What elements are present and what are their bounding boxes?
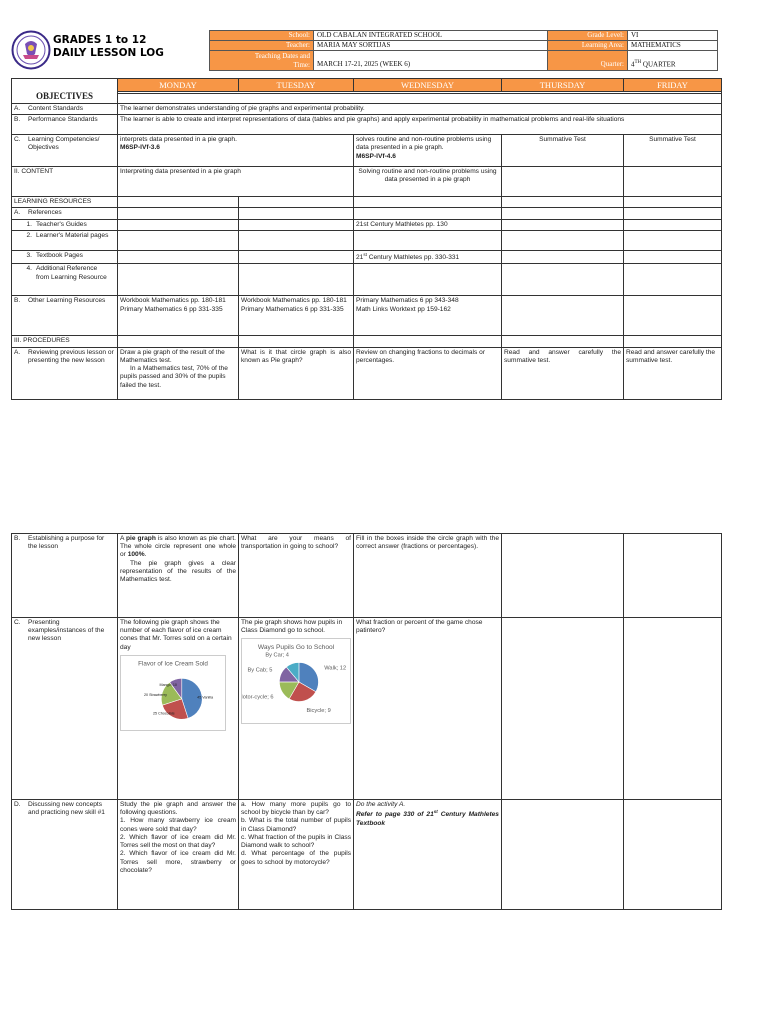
disc-mon-q1: 1. How many strawberry ice cream cones were sold that day? <box>120 817 236 833</box>
dll-table-page1 <box>11 78 722 400</box>
cell <box>118 219 239 230</box>
quarter-label: Quarter: <box>548 51 628 71</box>
row-review <box>12 347 722 399</box>
cell <box>624 296 722 336</box>
cell <box>118 250 239 263</box>
label-presenting <box>12 618 118 800</box>
row-competencies <box>12 135 722 167</box>
other-monday <box>118 296 239 336</box>
cell <box>502 296 624 336</box>
tx: Textbook Pages <box>36 251 83 259</box>
presenting-monday <box>118 618 239 800</box>
other-tuesday <box>239 296 354 336</box>
cell <box>118 230 239 250</box>
quarter-word: QUARTER <box>641 60 676 69</box>
review-thursday: Read and answer carefully the summative test. <box>502 347 624 399</box>
cell <box>239 336 354 347</box>
pie-label-chocolate: 25 Chocolate <box>152 711 175 716</box>
tx: Content Standards <box>28 105 83 112</box>
day-thursday: THURSDAY <box>502 79 624 92</box>
cell <box>502 336 624 347</box>
cell <box>239 219 354 230</box>
dates-label <box>210 51 314 71</box>
disc-wed-2 <box>356 809 499 828</box>
row-performance-standards <box>12 115 722 135</box>
purpose-wednesday: Fill in the boxes inside the circle graph with the correct answer (fractions or percentages). <box>354 534 502 618</box>
cell <box>239 264 354 296</box>
cell <box>239 197 354 208</box>
ix: B. <box>14 535 21 542</box>
content-thursday <box>502 167 624 197</box>
header-title <box>53 34 164 60</box>
content-standards-text: The learner demonstrates understanding of pie graphs and experimental probability. <box>118 104 722 115</box>
pie-label-walk: Walk; 12 <box>324 665 347 672</box>
row-presenting <box>12 618 722 800</box>
ix: 1. <box>26 220 32 228</box>
label-competencies <box>12 135 118 167</box>
pie-label-motorcycle: Motor-cycle; 6 <box>241 695 274 702</box>
cell <box>502 534 624 618</box>
dll-table-page2 <box>11 533 722 910</box>
ix: 4. <box>26 265 32 273</box>
label-learners-material <box>12 230 118 250</box>
other-tue-1: Workbook Mathematics pp. 180-181 <box>241 297 347 305</box>
content-friday <box>624 167 722 197</box>
day-monday: MONDAY <box>118 79 239 92</box>
label-procedures: III. PROCEDURES <box>12 336 118 347</box>
other-wednesday <box>354 296 502 336</box>
cell <box>354 264 502 296</box>
content-wednesday: Solving routine and non-routine problems using data presented in a pie graph <box>354 167 502 197</box>
tg-wednesday: 21st Century Mathletes pp. 130 <box>354 219 502 230</box>
review-monday <box>118 347 239 399</box>
row-learning-resources <box>12 197 722 208</box>
other-mon-1: Workbook Mathematics pp. 180-181 <box>120 297 226 305</box>
label-learning-resources: LEARNING RESOURCES <box>12 197 118 208</box>
grade-value: VI <box>628 31 718 41</box>
cell <box>624 534 722 618</box>
row-content <box>12 167 722 197</box>
content-monday: Interpreting data presented in a pie graph <box>118 167 354 197</box>
ix: 2. <box>26 231 32 239</box>
purpose-monday <box>118 534 239 618</box>
teacher-value: MARIA MAY SORTIJAS <box>314 41 548 51</box>
day-wednesday: WEDNESDAY <box>354 79 502 92</box>
disc-wed-1: Do the activity A. <box>356 801 406 808</box>
dw-sup: st <box>433 809 438 815</box>
label-references <box>12 208 118 219</box>
competency-friday: Summative Test <box>624 135 722 167</box>
school-label: School: <box>210 31 314 41</box>
cell <box>354 208 502 219</box>
cell <box>239 208 354 219</box>
ix: B. <box>14 297 21 305</box>
cell <box>354 230 502 250</box>
discussing-monday <box>118 800 239 910</box>
cell <box>118 197 239 208</box>
label-purpose <box>12 534 118 618</box>
competency-wednesday <box>354 135 502 167</box>
cell <box>354 336 502 347</box>
pie-label-mango: Mango; 10 <box>159 682 177 687</box>
dw-b: Century Mathletes Textbook <box>356 811 499 827</box>
competency-monday-text: interprets data presented in a pie graph. <box>120 136 237 144</box>
discussing-wednesday <box>354 800 502 910</box>
tx: Teacher's Guides <box>36 220 87 228</box>
area-label: Learning Area: <box>548 41 628 51</box>
objectives-spacer <box>118 94 722 104</box>
tx: Additional Reference from Learning Resource <box>36 265 107 281</box>
dates-label-1: Teaching Dates and <box>254 51 310 60</box>
quarter-value <box>628 51 718 71</box>
disc-mon-intro: Study the pie graph and answer the following questions. <box>120 801 236 817</box>
pie-title: Ways Pupils Go to School <box>257 644 335 652</box>
other-tue-2: Primary Mathematics 6 pp 331-335 <box>241 305 344 313</box>
cell <box>624 208 722 219</box>
tx: Presenting examples/instances of the new lesson <box>28 619 105 643</box>
presenting-mon-text: The following pie graph shows the number of each flavor of ice cream cones that Mr. Torres sold on a certain day <box>120 619 232 651</box>
cell <box>118 208 239 219</box>
pie-label-by car: By Car; 4 <box>265 652 289 659</box>
review-mon-1: Draw a pie graph of the result of the Mathematics test. <box>120 348 225 364</box>
cell <box>502 197 624 208</box>
info-table <box>209 30 718 71</box>
teacher-label: Teacher: <box>210 41 314 51</box>
ix: C. <box>14 136 21 144</box>
pie-title: Flavor of Ice Cream Sold <box>138 660 208 668</box>
disc-mon-q3: 2. Which flavor of ice cream did Mr. Torres sell more, strawberry or chocolate? <box>120 850 236 874</box>
ix: A. <box>14 105 21 112</box>
disc-tue-b: b. What is the total number of pupils in Class Diamond? <box>241 817 351 833</box>
label-additional-reference <box>12 264 118 296</box>
pie-label-by cab: By Cab; 5 <box>247 668 273 675</box>
disc-tue-a: a. How many more pupils go to school by bicycle than by car? <box>241 801 351 817</box>
dw-a: Refer to page 330 of 21 <box>356 811 434 819</box>
ix: A. <box>14 348 21 356</box>
header <box>11 30 717 70</box>
pie-chart-ways-to-school <box>241 638 351 724</box>
review-tuesday: What is it that circle graph is also known as Pie graph? <box>239 347 354 399</box>
quarter-num: 4 <box>631 60 635 69</box>
label-teachers-guides <box>12 219 118 230</box>
cell <box>502 264 624 296</box>
row-references <box>12 208 722 219</box>
discussing-tuesday <box>239 800 354 910</box>
cell <box>624 230 722 250</box>
purpose-tuesday: What are your means of transportation in going to school? <box>239 534 354 618</box>
cell <box>624 219 722 230</box>
cell <box>624 250 722 263</box>
pm-b: pie graph <box>126 535 156 542</box>
presenting-tue-text: The pie graph shows how pupils in Class Diamond go to school. <box>241 619 343 635</box>
objectives-title-cell <box>12 90 118 104</box>
tx: Discussing new concepts and practicing new skill #1 <box>28 801 105 817</box>
other-wed-2: Math Links Worktext pp 159-162 <box>356 305 451 313</box>
pie-label-bicycle: Bicycle; 9 <box>306 708 331 715</box>
pie-label-strawberry: 20 Strawberry <box>143 692 167 697</box>
label-discussing <box>12 800 118 910</box>
area-value: MATHEMATICS <box>628 41 718 51</box>
cell <box>239 250 354 263</box>
pm-e: . <box>144 551 147 559</box>
ix: C. <box>14 619 21 626</box>
pie-chart-ice-cream <box>120 655 226 731</box>
disc-tue-d: d. What percentage of the pupils goes to school by motorcycle? <box>241 850 351 866</box>
row-discussing <box>12 800 722 910</box>
tb-wed-sup: st <box>363 251 367 257</box>
cell <box>624 618 722 800</box>
header-title-line1: GRADES 1 to 12 <box>53 34 147 46</box>
label-other-resources <box>12 296 118 336</box>
ix: D. <box>14 801 21 808</box>
row-teachers-guides <box>12 219 722 230</box>
day-friday: FRIDAY <box>624 79 722 92</box>
cell <box>502 800 624 910</box>
cell <box>624 800 722 910</box>
label-content: II. CONTENT <box>12 167 118 197</box>
row-learners-material <box>12 230 722 250</box>
deped-seal-icon <box>11 30 51 70</box>
label-performance-standards <box>12 115 118 135</box>
tx: Performance Standards <box>28 116 98 124</box>
competency-monday <box>118 135 354 167</box>
purpose-mon-1 <box>120 535 236 560</box>
pie-label-vanilla: 45 Vanilla <box>197 695 214 700</box>
cell <box>239 230 354 250</box>
review-wednesday: Review on changing fractions to decimals or percentages. <box>354 347 502 399</box>
tx: Learning Competencies/ Objectives <box>28 136 100 152</box>
row-content-standards <box>12 104 722 115</box>
other-mon-2: Primary Mathematics 6 pp 331-335 <box>120 305 223 313</box>
cell <box>624 336 722 347</box>
presenting-tuesday <box>239 618 354 800</box>
row-purpose <box>12 534 722 618</box>
review-friday: Read and answer carefully the summative test. <box>624 347 722 399</box>
cell <box>118 336 239 347</box>
cell <box>502 618 624 800</box>
label-content-standards <box>12 104 118 115</box>
competency-wednesday-text: solves routine and non-routine problems using data presented in a pie graph. <box>356 136 492 152</box>
dates-value: MARCH 17-21, 2025 (WEEK 6) <box>314 51 548 71</box>
ix: 3. <box>26 251 32 259</box>
competency-thursday: Summative Test <box>502 135 624 167</box>
cell <box>502 208 624 219</box>
row-other-resources <box>12 296 722 336</box>
objectives-title: OBJECTIVES <box>35 90 94 101</box>
ix: A. <box>14 209 21 217</box>
cell <box>624 197 722 208</box>
cell <box>118 264 239 296</box>
cell <box>502 219 624 230</box>
review-mon-2: In a Mathematics test, 70% of the pupils passed and 30% of the pupils failed the test. <box>120 365 228 389</box>
competency-wednesday-code: M6SP-IVf-4.6 <box>356 152 396 160</box>
ix: B. <box>14 116 21 124</box>
disc-mon-q2: 2. Which flavor of ice cream did Mr. Torres sell the most on that day? <box>120 833 236 850</box>
row-additional-reference <box>12 264 722 296</box>
pm-d: 100% <box>127 551 145 559</box>
row-procedures <box>12 336 722 347</box>
cell <box>354 197 502 208</box>
purpose-mon-2: The pie graph gives a clear representation of the results of the Mathematics test. <box>120 559 236 584</box>
row-textbook-pages <box>12 250 722 263</box>
day-tuesday: TUESDAY <box>239 79 354 92</box>
tx: Learner's Material pages <box>36 231 109 239</box>
tx: Reviewing previous lesson or presenting the new lesson <box>28 348 114 364</box>
pm-a: A <box>120 535 127 542</box>
tx: References <box>28 209 62 217</box>
grade-label: Grade Level: <box>548 31 628 41</box>
cell <box>502 230 624 250</box>
tb-wed-b: Century Mathletes pp. 330-331 <box>366 254 460 262</box>
disc-tue-c: c. What fraction of the pupils in Class Diamond walk to school? <box>241 833 351 850</box>
pm-c: is also known as pie chart. The whole circle represent one whole or <box>120 535 236 559</box>
day-header-row <box>12 79 722 92</box>
cell <box>624 264 722 296</box>
label-textbook-pages <box>12 250 118 263</box>
school-value: OLD CABALAN INTEGRATED SCHOOL <box>314 31 548 41</box>
competency-monday-code: M6SP-IVf-3.6 <box>120 144 160 152</box>
dates-label-2: Time: <box>293 60 310 69</box>
header-title-line2: DAILY LESSON LOG <box>53 47 164 59</box>
tb-wednesday <box>354 250 502 263</box>
tx: Establishing a purpose for the lesson <box>28 535 105 551</box>
quarter-sup: TH <box>634 59 642 65</box>
other-wed-1: Primary Mathematics 6 pp 343-348 <box>356 297 459 305</box>
cell <box>502 250 624 263</box>
tb-wed-a: 21 <box>356 254 364 262</box>
presenting-wednesday: What fraction or percent of the game chose patintero? <box>354 618 502 800</box>
tx: Other Learning Resources <box>28 297 106 305</box>
label-review <box>12 347 118 399</box>
performance-standards-text: The learner is able to create and interpret representations of data (tables and pie graphs) and apply experimental probability in mathematical problems and real-life situations <box>118 115 722 135</box>
